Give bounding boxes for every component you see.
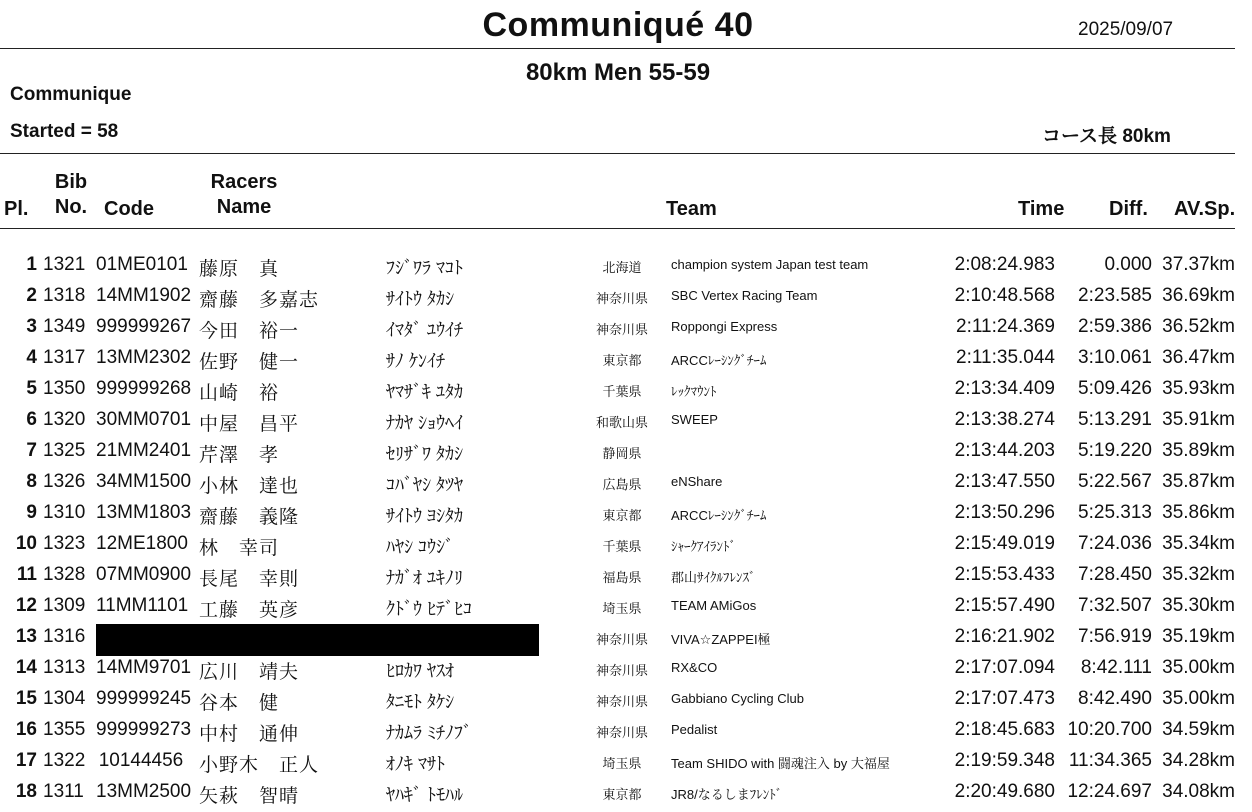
team-name: champion system Japan test team [671, 257, 869, 272]
rider-code: 999999267 [96, 316, 192, 337]
racer-name: 藤原 真 [199, 259, 280, 280]
average-speed: 35.86km [1162, 502, 1235, 523]
rider-code: 999999273 [96, 719, 192, 740]
table-row [0, 781, 1252, 812]
prefecture: 神奈川県 [595, 663, 648, 678]
racer-name: 小野木 正人 [199, 755, 320, 776]
racer-name-kana: ｵﾉｷ ﾏｻﾄ [386, 754, 446, 774]
prefecture: 北海道 [602, 260, 642, 275]
average-speed: 37.37km [1162, 254, 1235, 275]
col-diff: Diff. [1109, 198, 1148, 220]
place: 17 [15, 750, 37, 771]
place: 9 [26, 502, 37, 523]
racer-name: 齋藤 多嘉志 [199, 290, 320, 311]
team-name: ｼｬｰｸｱｲﾗﾝﾄﾞ [671, 539, 736, 554]
col-code: Code [104, 198, 154, 220]
average-speed: 35.19km [1162, 626, 1235, 647]
communique-label: Communique [10, 84, 132, 105]
bib-number: 1323 [43, 533, 86, 554]
prefecture: 東京都 [602, 787, 642, 802]
prefecture: 千葉県 [602, 384, 642, 399]
racer-name-kana: ｻｲﾄｳ ﾖｼﾀｶ [386, 506, 464, 526]
title-divider [0, 48, 1235, 49]
page-title: Communiqué 40 [482, 6, 754, 44]
finish-time: 2:20:49.680 [954, 781, 1055, 802]
bib-number: 1320 [43, 409, 86, 430]
finish-time: 2:10:48.568 [954, 285, 1055, 306]
time-diff: 5:22.567 [1078, 471, 1152, 492]
team-name: Gabbiano Cycling Club [671, 691, 804, 706]
table-row [0, 378, 1252, 409]
racer-name: 中屋 昌平 [199, 414, 300, 435]
col-racers-top: Racers [210, 171, 278, 193]
rider-code: 13MM1803 [96, 502, 192, 523]
average-speed: 35.91km [1162, 409, 1235, 430]
place: 18 [15, 781, 37, 802]
rider-code: 14MM1902 [96, 285, 192, 306]
team-name: Pedalist [671, 722, 718, 737]
time-diff: 7:32.507 [1078, 595, 1152, 616]
racer-name-kana: ｺﾊﾞﾔｼ ﾀﾂﾔ [386, 475, 464, 495]
finish-time: 2:08:24.983 [954, 254, 1055, 275]
racer-name-kana: ﾋﾛｶﾜ ﾔｽｵ [386, 661, 455, 681]
table-row [0, 750, 1252, 781]
bib-number: 1355 [43, 719, 86, 740]
team-name: eNShare [671, 474, 723, 489]
rider-code: 30MM0701 [96, 409, 192, 430]
finish-time: 2:16:21.902 [954, 626, 1055, 647]
racer-name-kana: ｲﾏﾀﾞ ﾕｳｲﾁ [386, 320, 464, 340]
team-name: SWEEP [671, 412, 718, 427]
racer-name: 小林 達也 [199, 476, 300, 497]
team-name: ARCCﾚｰｼﾝｸﾞﾁｰﾑ [671, 508, 767, 523]
average-speed: 35.30km [1162, 595, 1235, 616]
table-row [0, 471, 1252, 502]
racer-name: 佐野 健一 [199, 352, 300, 373]
time-diff: 7:28.450 [1078, 564, 1152, 585]
table-row [0, 533, 1252, 564]
table-row [0, 502, 1252, 533]
prefecture: 埼玉県 [602, 601, 642, 616]
team-name: Team SHIDO with 闘魂注入 by 大福屋 [671, 756, 890, 771]
rider-code: 13MM2302 [96, 347, 192, 368]
average-speed: 35.00km [1162, 688, 1235, 709]
average-speed: 34.28km [1162, 750, 1235, 771]
bib-number: 1322 [43, 750, 86, 771]
prefecture: 神奈川県 [595, 725, 648, 740]
prefecture: 神奈川県 [595, 694, 648, 709]
table-row [0, 285, 1252, 316]
table-row [0, 688, 1252, 719]
table-row [0, 409, 1252, 440]
racer-name: 中村 通伸 [199, 724, 300, 745]
bib-number: 1311 [43, 781, 84, 802]
bib-number: 1325 [43, 440, 86, 461]
col-time: Time [1018, 198, 1065, 220]
time-diff: 5:19.220 [1078, 440, 1152, 461]
place: 12 [15, 595, 37, 616]
racer-name-kana: ﾔﾊｷﾞ ﾄﾓﾊﾙ [386, 785, 464, 805]
table-row [0, 316, 1252, 347]
time-diff: 5:09.426 [1078, 378, 1152, 399]
racer-name-kana: ｻｲﾄｳ ﾀｶｼ [386, 289, 455, 309]
place: 14 [15, 657, 37, 678]
average-speed: 34.08km [1162, 781, 1235, 802]
team-name: RX&CO [671, 660, 718, 675]
place: 2 [26, 285, 37, 306]
bib-number: 1313 [43, 657, 86, 678]
place: 3 [26, 316, 37, 337]
table-row [0, 564, 1252, 595]
place: 6 [26, 409, 37, 430]
racer-name: 芹澤 孝 [199, 445, 280, 466]
finish-time: 2:19:59.348 [954, 750, 1055, 771]
team-name: ARCCﾚｰｼﾝｸﾞﾁｰﾑ [671, 353, 767, 368]
table-row [0, 254, 1252, 285]
racer-name: 今田 裕一 [199, 321, 300, 342]
redaction-box [96, 624, 539, 656]
bib-number: 1310 [43, 502, 86, 523]
average-speed: 34.59km [1162, 719, 1235, 740]
time-diff: 3:10.061 [1078, 347, 1152, 368]
time-diff: 5:13.291 [1078, 409, 1152, 430]
place: 15 [15, 688, 37, 709]
time-diff: 11:34.365 [1068, 750, 1152, 771]
header-divider [0, 153, 1235, 154]
time-diff: 5:25.313 [1078, 502, 1152, 523]
prefecture: 広島県 [602, 477, 642, 492]
prefecture: 神奈川県 [595, 322, 648, 337]
table-row [0, 347, 1252, 378]
racer-name-kana: ｸﾄﾞｳ ﾋﾃﾞﾋｺ [386, 599, 473, 619]
racer-name: 林 幸司 [199, 538, 280, 559]
place: 8 [26, 471, 37, 492]
racer-name-kana: ﾅｶﾔ ｼｮｳﾍｲ [386, 413, 464, 433]
place: 13 [15, 626, 37, 647]
finish-time: 2:17:07.473 [954, 688, 1055, 709]
time-diff: 8:42.490 [1078, 688, 1152, 709]
place: 10 [15, 533, 37, 554]
finish-time: 2:15:53.433 [954, 564, 1055, 585]
bib-number: 1350 [43, 378, 86, 399]
average-speed: 35.00km [1162, 657, 1235, 678]
place: 4 [26, 347, 37, 368]
average-speed: 36.52km [1162, 316, 1235, 337]
team-name: Roppongi Express [671, 319, 778, 334]
prefecture: 神奈川県 [595, 632, 648, 647]
finish-time: 2:11:35.044 [956, 347, 1055, 368]
bib-number: 1321 [43, 254, 86, 275]
finish-time: 2:13:34.409 [954, 378, 1055, 399]
average-speed: 36.47km [1162, 347, 1235, 368]
average-speed: 35.93km [1162, 378, 1235, 399]
finish-time: 2:18:45.683 [954, 719, 1055, 740]
place: 7 [26, 440, 37, 461]
rider-code: 14MM9701 [96, 657, 192, 678]
bib-number: 1349 [43, 316, 86, 337]
average-speed: 35.87km [1162, 471, 1235, 492]
team-name: ﾚｯｸﾏｳﾝﾄ [671, 384, 717, 399]
bib-number: 1317 [43, 347, 86, 368]
prefecture: 静岡県 [602, 446, 642, 461]
rider-code: 12ME1800 [96, 533, 188, 554]
time-diff: 7:56.919 [1078, 626, 1152, 647]
finish-time: 2:17:07.094 [954, 657, 1055, 678]
racer-name: 齋藤 義隆 [199, 507, 300, 528]
time-diff: 2:59.386 [1078, 316, 1152, 337]
prefecture: 福島県 [602, 570, 642, 585]
average-speed: 35.32km [1162, 564, 1235, 585]
bib-number: 1309 [43, 595, 86, 616]
prefecture: 千葉県 [602, 539, 642, 554]
table-row [0, 719, 1252, 750]
average-speed: 35.34km [1162, 533, 1235, 554]
prefecture: 神奈川県 [595, 291, 648, 306]
team-name: JR8/なるしまﾌﾚﾝﾄﾞ [671, 787, 783, 802]
team-name: VIVA☆ZAPPEI極 [671, 632, 771, 647]
place: 5 [26, 378, 37, 399]
place: 16 [15, 719, 37, 740]
col-bib-bottom: No. [54, 196, 88, 218]
racer-name-kana: ﾅｶﾞｵ ﾕｷﾉﾘ [386, 568, 464, 588]
col-racers [205, 170, 283, 220]
bib-number: 1326 [43, 471, 86, 492]
rider-code: 34MM1500 [96, 471, 192, 492]
prefecture: 和歌山県 [595, 415, 648, 430]
time-diff: 0.000 [1104, 254, 1152, 275]
rider-code: 07MM0900 [96, 564, 192, 585]
rider-code: 999999245 [96, 688, 192, 709]
col-bib-top: Bib [54, 171, 88, 193]
prefecture: 東京都 [602, 353, 642, 368]
rider-code: 21MM2401 [96, 440, 192, 461]
racer-name-kana: ﾊﾔｼ ｺｳｼﾞ [386, 537, 455, 557]
prefecture: 東京都 [602, 508, 642, 523]
racer-name: 山崎 裕 [199, 383, 280, 404]
place: 1 [26, 254, 37, 275]
rider-code: 999999268 [96, 378, 192, 399]
team-name: SBC Vertex Racing Team [671, 288, 818, 303]
racer-name: 長尾 幸則 [199, 569, 300, 590]
racer-name: 矢萩 智晴 [199, 786, 300, 807]
bib-number: 1304 [43, 688, 86, 709]
finish-time: 2:15:49.019 [954, 533, 1055, 554]
finish-time: 2:13:47.550 [954, 471, 1055, 492]
col-speed: AV.Sp. [1174, 198, 1236, 220]
date: 2025/09/07 [1078, 19, 1174, 40]
racer-name-kana: ﾌｼﾞﾜﾗ ﾏｺﾄ [386, 258, 464, 278]
finish-time: 2:13:50.296 [954, 502, 1055, 523]
rider-code: 11MM1101 [96, 595, 189, 616]
bib-number: 1318 [43, 285, 86, 306]
finish-time: 2:11:24.369 [956, 316, 1055, 337]
team-name: TEAM AMiGos [671, 598, 757, 613]
place: 11 [16, 564, 37, 585]
finish-time: 2:13:44.203 [954, 440, 1055, 461]
col-team: Team [666, 198, 717, 220]
col-racers-bottom: Name [216, 196, 272, 218]
course-length: コース長 80km [1042, 126, 1171, 147]
racer-name: 工藤 英彦 [199, 600, 300, 621]
time-diff: 7:24.036 [1078, 533, 1152, 554]
racer-name-kana: ﾅｶﾑﾗ ﾐﾁﾉﾌﾞ [386, 723, 473, 743]
prefecture: 埼玉県 [602, 756, 642, 771]
time-diff: 8:42.111 [1080, 657, 1152, 678]
time-diff: 2:23.585 [1078, 285, 1152, 306]
time-diff: 12:24.697 [1067, 781, 1152, 802]
team-name: 郡山ｻｲｸﾙﾌﾚﾝｽﾞ [671, 570, 756, 585]
started-count: Started = 58 [10, 121, 119, 142]
racer-name-kana: ｾﾘｻﾞﾜ ﾀｶｼ [386, 444, 464, 464]
racer-name-kana: ﾔﾏｻﾞｷ ﾕﾀｶ [386, 382, 464, 402]
table-row [0, 440, 1252, 471]
race-category: 80km Men 55-59 [525, 59, 711, 86]
col-pl: Pl. [4, 198, 29, 220]
rider-code: 01ME0101 [96, 254, 188, 275]
bib-number: 1328 [43, 564, 86, 585]
table-row [0, 595, 1252, 626]
average-speed: 35.89km [1162, 440, 1235, 461]
racer-name: 広川 靖夫 [199, 662, 300, 683]
bib-number: 1316 [43, 626, 86, 647]
time-diff: 10:20.700 [1067, 719, 1152, 740]
table-row [0, 657, 1252, 688]
table-header-divider [0, 228, 1235, 229]
finish-time: 2:13:38.274 [954, 409, 1055, 430]
racer-name: 谷本 健 [199, 693, 280, 714]
rider-code: 10144456 [98, 750, 184, 771]
racer-name-kana: ﾀﾆﾓﾄ ﾀｹｼ [386, 692, 455, 712]
rider-code: 13MM2500 [96, 781, 192, 802]
racer-name-kana: ｻﾉ ｹﾝｲﾁ [386, 351, 446, 371]
col-bib [46, 170, 96, 220]
average-speed: 36.69km [1162, 285, 1235, 306]
finish-time: 2:15:57.490 [954, 595, 1055, 616]
